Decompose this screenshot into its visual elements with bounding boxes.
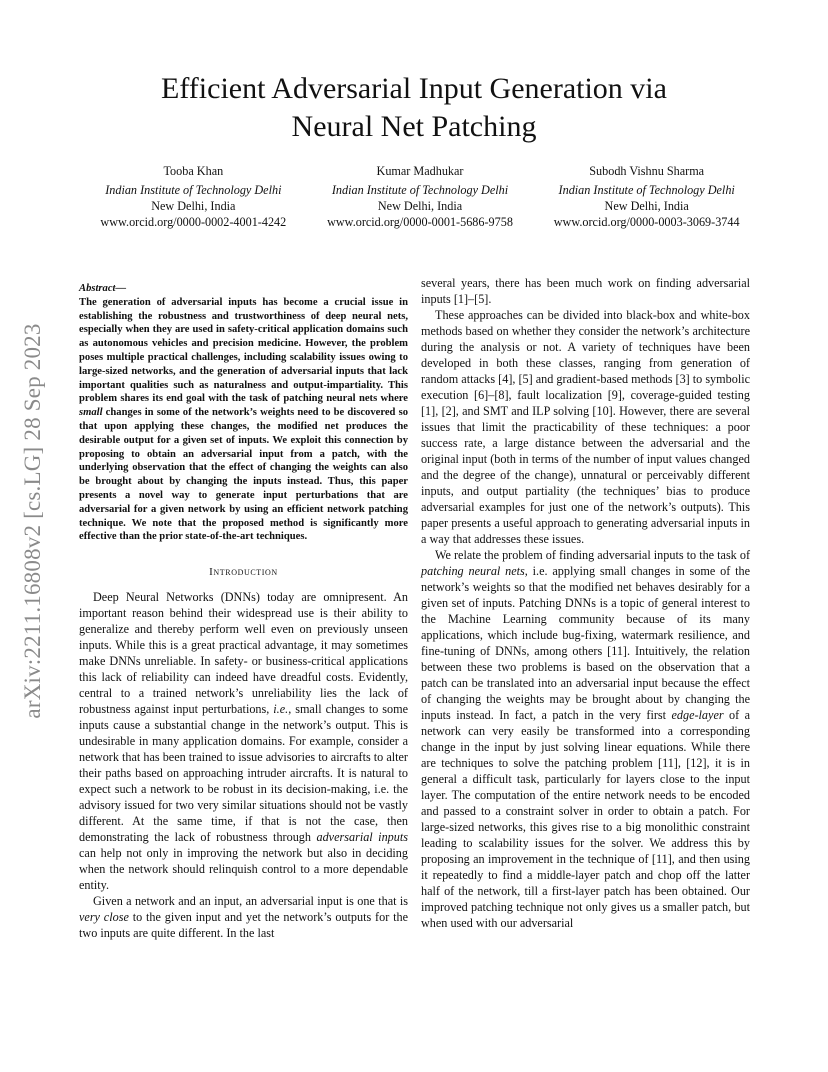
intro-p1-text-b: , small changes to some inputs cause a substantial change in the network’s output. This is undesirable in many application domains. For example, consider a network that has been trained to issue advisories to aircrafts to alter their paths based on approaching intruder aircrafts. It is natural to expect such a network to be robust in its decision-making, i.e. the advisory issued for two very similar situations should not be vastly different. At the same time, if that is not the case, then demonstrating the lack of robustness through (79, 702, 408, 845)
right-p2-emphasis-edge-layer: edge-layer (671, 708, 724, 722)
arxiv-identifier (8, 286, 58, 756)
right-p2-text-b: , i.e. applying small changes in some of the network’s weights so that the modified net behaves desirably for a given set of inputs. Patching DNNs is a topic of general interest to the Machine Learning community because of its many applications, which include bug-fixing, watermark resilience, and fine-tuning of DNNs, among others [11]. Intuitively, the relation between these two problems is based on the observation that a patch can be translated into an adversarial input because the effect of changing the weights may be brought about by changing the inputs instead. In fact, a patch in the very first (421, 564, 750, 722)
intro-p2-text-a: Given a network and an input, an adversarial input is one that is (93, 894, 408, 909)
right-p2-emphasis-patching: patching neural nets (421, 564, 525, 578)
right-paragraph-approaches: These approaches can be divided into black-box and white-box methods based on whether they consider the network’s architecture during the analysis or not. A variety of techniques have been developed in both these classes, ranging from generation of random attacks [4], [5] and gradient-based methods [3] to symbolic execution [6]–[8], fault localization [9], coverage-guided testing [1], [2], and SMT and ILP solving [10]. However, there are several issues that limit the practicability of these techniques: a poor success rate, a large distance between the adversarial and the original input (both in terms of the number of input values changed and the degree of the change), unnatural or perceivably different inputs, and output partiality (the techniques’ bias to produce adversarial examples for just one of the network’s outputs). This paper presents a useful approach to generating adversarial inputs in a way that addresses these issues. (421, 308, 750, 546)
author-block (80, 163, 760, 230)
intro-p1-emphasis-ie: i.e. (273, 702, 289, 717)
author-location: New Delhi, India (377, 199, 463, 213)
abstract (79, 282, 408, 544)
intro-paragraph-2 (79, 893, 408, 941)
intro-p1-emphasis-adversarial: adversarial inputs (316, 830, 408, 845)
author-location: New Delhi, India (151, 199, 236, 213)
abstract-text-a: The generation of adversarial inputs has become a crucial issue in establishing the robustness and trustworthiness of deep neural nets, especially when they are used in safety-critical application domains such as autonomous vehicles and precision medicine. However, the problem poses multiple practical challenges, including scalability issues owing to large-sized networks, and the generation of adversarial inputs that lack important qualities such as naturalness and output-impartiality. This problem shares its end goal with the task of patching neural nets where (79, 296, 408, 405)
paper-title (0, 70, 828, 146)
author-3 (533, 163, 760, 230)
author-orcid[interactable]: www.orcid.org/0000-0003-3069-3744 (553, 215, 740, 229)
intro-p2-emphasis: very close (79, 910, 129, 925)
arxiv-identifier-text: arXiv:2211.16808v2 [cs.LG] 28 Sep 2023 (20, 323, 45, 719)
intro-p2-text-b: to the given input and yet the network’s outputs for the two inputs are quite different. In the last (79, 910, 408, 941)
abstract-text-b: changes in some of the network’s weights need to be discovered so that upon applying these changes, the modified net produces the desirable output for a given set of inputs. We exploit this connection by proposing to obtain an adversarial input from a patch, with the underlying observation that the effect of changing the weights can also be brought about by changing the inputs instead. Thus, this paper presents a novel way to generate input perturbations that are adversarial for a given network by using an efficient network patching technique. We note that the proposed method is significantly more effective than the prior state-of-the-art techniques. (79, 407, 408, 543)
paper-title-line-1: Efficient Adversarial Input Generation via (161, 72, 667, 105)
intro-p1-text-c: can help not only in improving the network but also in deciding when the network should relinquish control to a more dependable entity. (79, 846, 408, 893)
author-2 (307, 163, 534, 230)
right-p2-text-c: of a network can very easily be transformed into a corresponding change in the input by just solving linear equations. While there are techniques to solve the patching problem [11], [12], it is in general a difficult task, particularly for layers close to the input layer. The computation of the entire network needs to be encoded and passed to a constraint solver in order to obtain a patch. For large-sized networks, this gives rise to a big monolithic constraint leading to scalability issues for the solver. We address this by proposing an improvement in the technique of [11], and then using it repeatedly to find a middle-layer patch and chop off the latter half of the network, till a first-layer patch has been obtained. Our improved patching technique not only gives us a smaller patch, but when used with our adversarial (421, 708, 750, 930)
author-affiliation: Indian Institute of Technology Delhi (558, 183, 735, 197)
author-affiliation: Indian Institute of Technology Delhi (331, 183, 509, 197)
author-location: New Delhi, India (604, 199, 689, 213)
paper-title-line-2: Neural Net Patching (291, 110, 537, 143)
intro-paragraph-1 (79, 589, 408, 893)
right-p2-text-a: We relate the problem of finding adversarial inputs to the task of (435, 548, 750, 562)
intro-p1-text-a: Deep Neural Networks (DNNs) today are omnipresent. An important reason behind their widespread use is their ability to generalize and thereby perform well even on previously unseen inputs. While this is a great practical advantage, it may sometimes make DNNs unreliable. In safety- or business-critical applications this lack of reliability can indeed have dreadful costs. Evidently, central to a trained network’s unreliability lies the lack of robustness against input perturbations, (79, 590, 408, 717)
left-column (79, 275, 408, 941)
author-orcid[interactable]: www.orcid.org/0000-0002-4001-4242 (100, 215, 287, 229)
section-heading-introduction: Introduction (209, 566, 278, 579)
author-affiliation: Indian Institute of Technology Delhi (105, 183, 282, 197)
author-name: Kumar Madhukar (376, 164, 464, 178)
right-paragraph-patching (421, 547, 750, 931)
right-paragraph-continued: several years, there has been much work on finding adversarial inputs [1]–[5]. (421, 276, 750, 306)
abstract-heading: Abstract— (79, 283, 127, 294)
author-1 (80, 163, 307, 230)
author-name: Subodh Vishnu Sharma (589, 164, 705, 178)
author-name: Tooba Khan (163, 164, 224, 178)
author-orcid[interactable]: www.orcid.org/0000-0001-5686-9758 (327, 215, 513, 229)
right-column (421, 275, 750, 931)
abstract-emphasis: small (79, 407, 103, 419)
